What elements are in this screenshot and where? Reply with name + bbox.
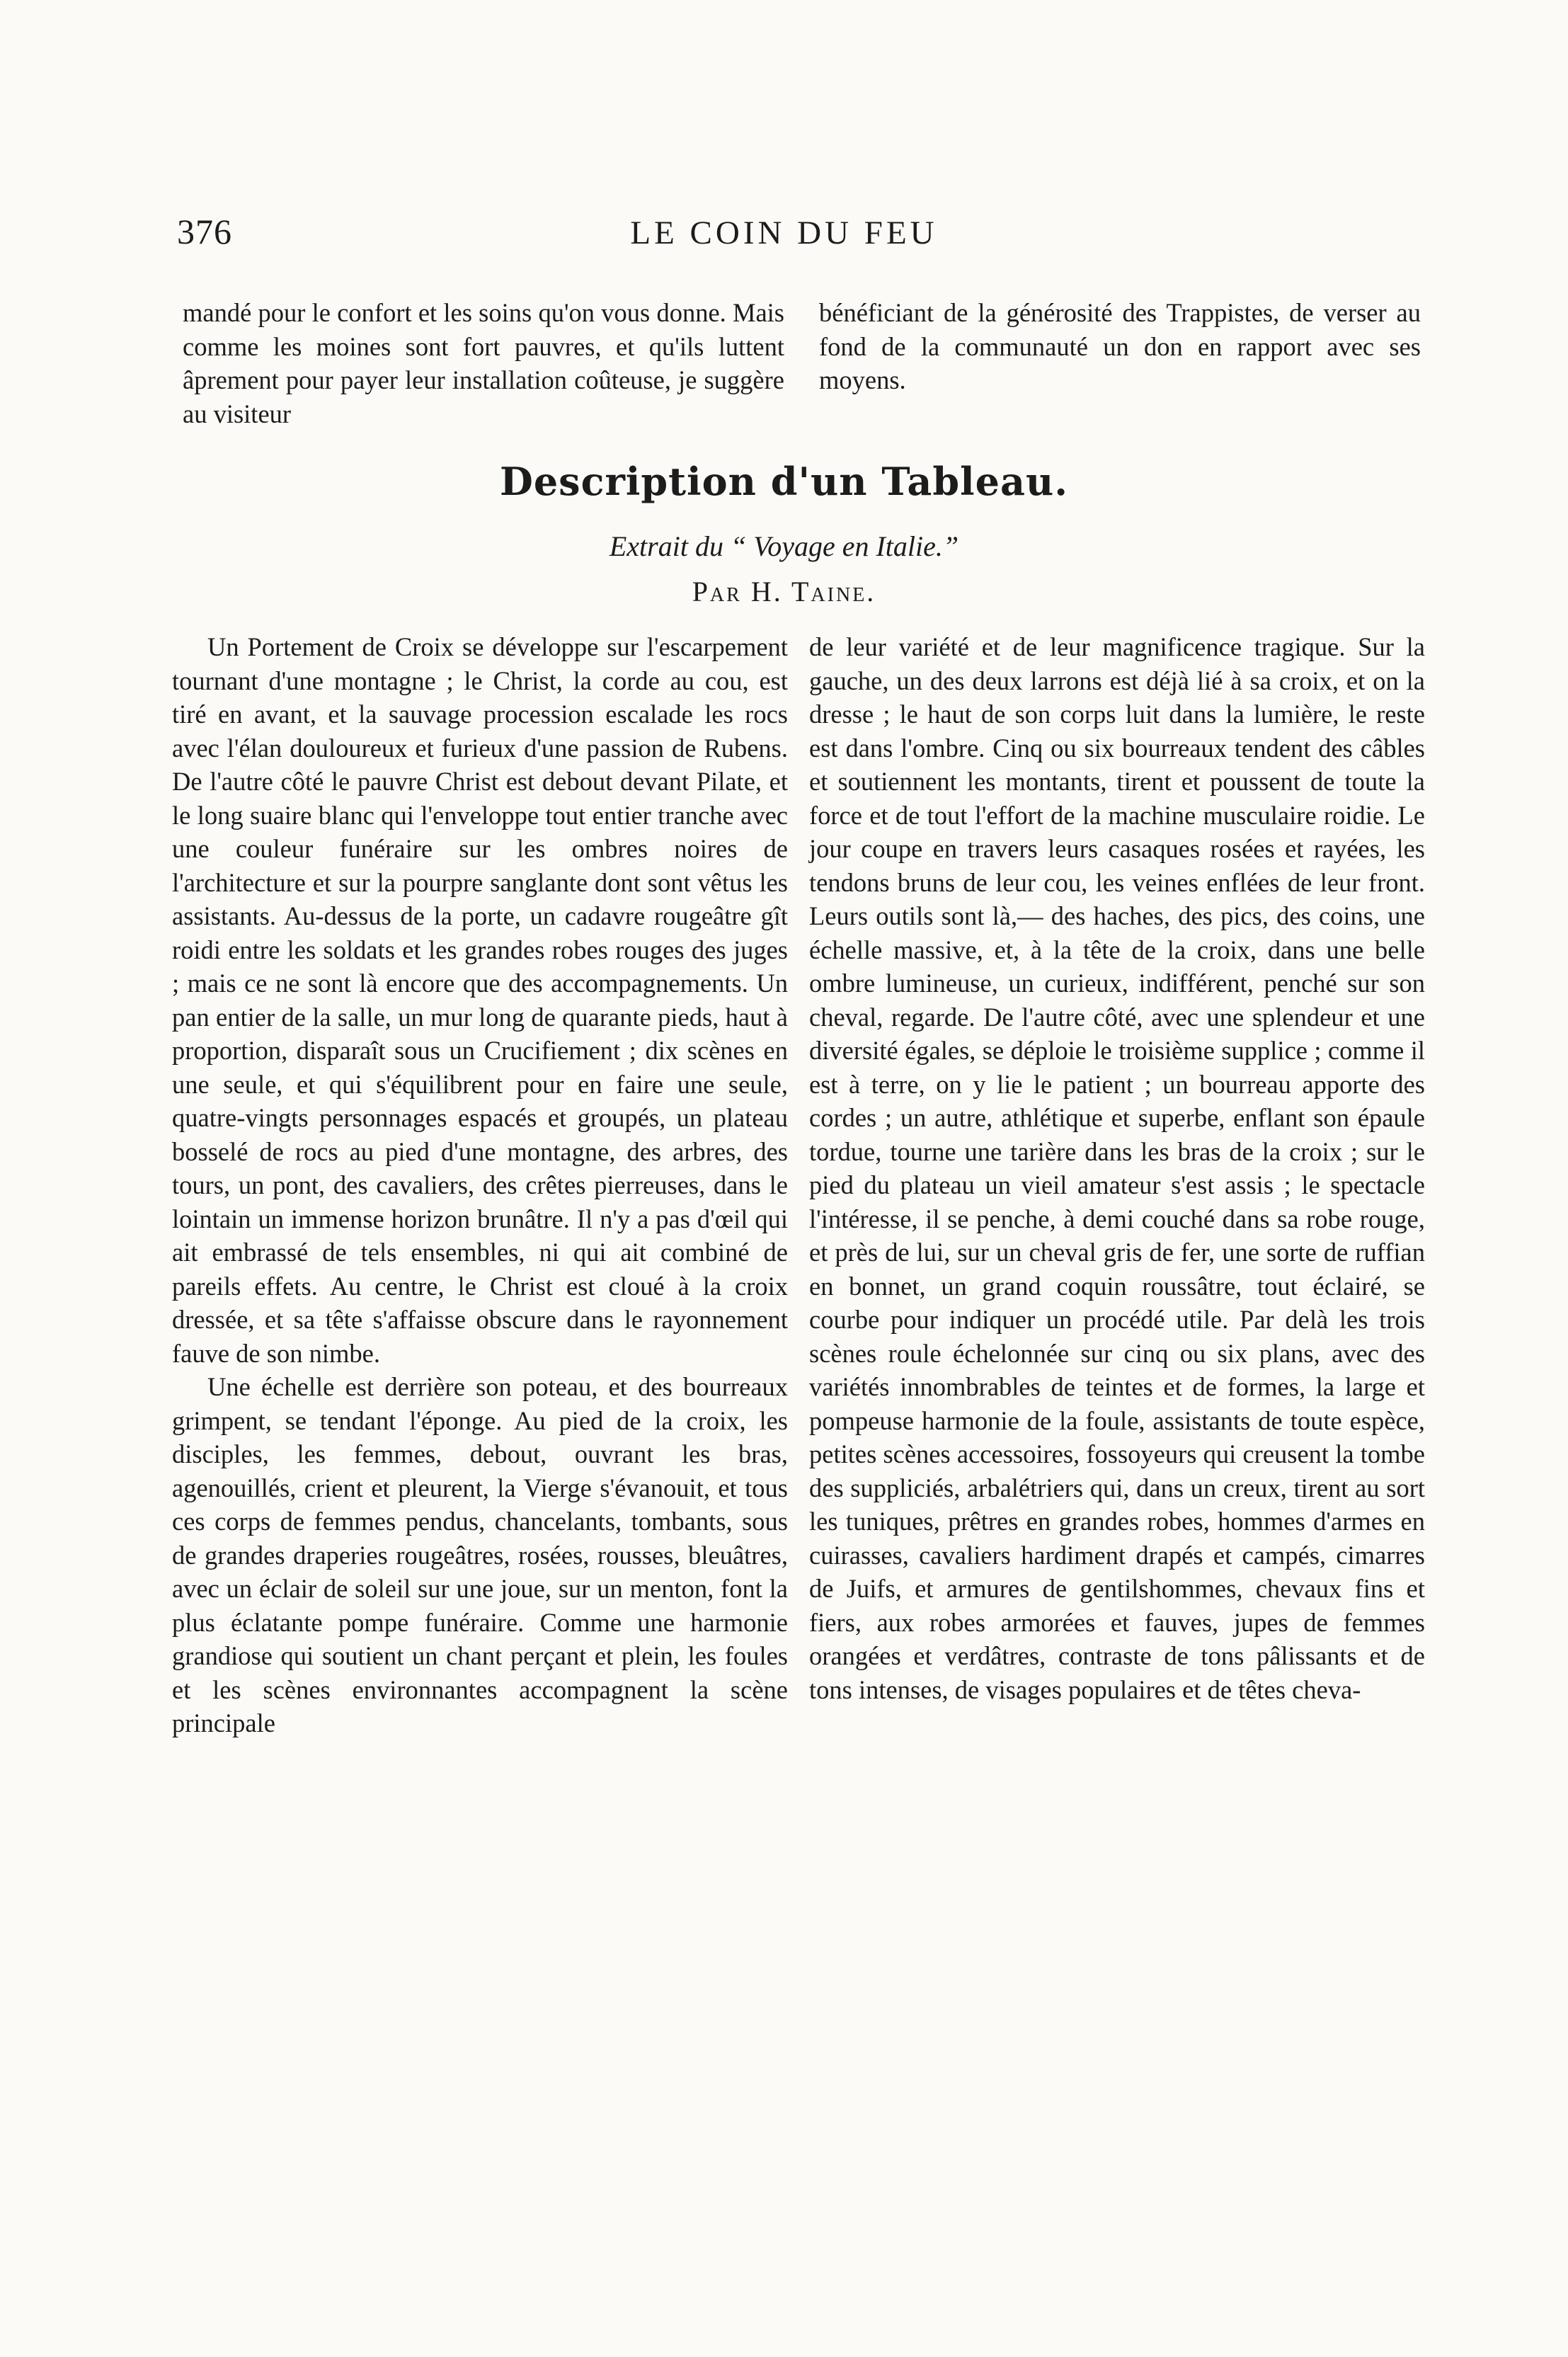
article-right-column (809, 630, 1425, 1706)
page-number: 376 (177, 212, 232, 251)
paragraph: bénéficiant de la générosité des Trappistes, de verser au fond de la communauté un don en rapport avec ses moyens. (819, 298, 1421, 394)
paragraph: Un Portement de Croix se développe sur l'escarpement tournant d'une montagne ; le Christ, la corde au cou, est tiré en avant, et la sauvage procession escalade les rocs avec l'élan douloureux et furieux d'une passion de Rubens. De l'autre côté le pauvre Christ est debout devant Pilate, et le long suaire blanc qui l'enveloppe tout entier tranche avec une couleur funéraire sur les ombres noires de l'architecture et sur la pourpre sanglante dont sont vêtus les assistants. Au-dessus de la porte, un cadavre rougeâtre gît roidi entre les soldats et les grandes robes rouges des juges ; mais ce ne sont là encore que des accompagnements. Un pan entier de la salle, un mur long de quarante pieds, haut à proportion, disparaît sous un Crucifiement ; dix scènes en une seule, et qui s'équilibrent pour en faire une seule, quatre-vingts personnages espacés et groupés, un plateau bosselé de rocs au pied d'une montagne, des arbres, des tours, un pont, des cavaliers, des crêtes pierreuses, dans le lointain un immense horizon brunâtre. Il n'y a pas d'œil qui ait embrassé de tels ensembles, ni qui ait combiné de pareils effets. Au centre, le Christ est cloué à la croix dressée, et sa tête s'affaisse obscure dans le rayonnement fauve de son nimbe. (172, 632, 788, 1368)
article-title: Description d'un Tableau. (499, 459, 1069, 504)
article-subtitle: Extrait du “ Voyage en Italie.” (609, 530, 959, 562)
article-author: Par H. Taine. (692, 576, 876, 607)
running-title: LE COIN DU FEU (630, 215, 938, 251)
paragraph: Une échelle est derrière son poteau, et des bourreaux grimpent, se tendant l'éponge. Au pied de la croix, les disciples, les femmes, debout, ouvrant les bras, agenouillés, crient et pleurent, la Vierge s'évanouit, et tous ces corps de femmes pendus, chancelants, tombants, sous de grandes draperies rougeâtres, rosées, rousses, bleuâtres, avec un éclair de soleil sur une joue, sur un menton, font la plus éclatante pompe funéraire. Comme une harmonie grandiose qui soutient un chant perçant et plein, les foules et les scènes environnantes accompagnent la scène principale (172, 1372, 788, 1737)
paragraph: de leur variété et de leur magnificence tragique. Sur la gauche, un des deux larrons est déjà lié à sa croix, et on la dresse ; le haut de son corps luit dans la lumière, le reste est dans l'ombre. Cinq ou six bourreaux tendent des câbles et soutiennent les montants, tirent et poussent de toute la force et de tout l'effort de la machine musculaire roidie. Le jour coupe en travers leurs casaques rosées et rayées, les tendons bruns de leur cou, les veines enflées de leur front. Leurs outils sont là,— des haches, des pics, des coins, une échelle massive, et, à la tête de la croix, dans une belle ombre lumineuse, un curieux, indifférent, penché sur son cheval, regarde. De l'autre côté, avec une splendeur et une diversité égales, se déploie le troisième supplice ; comme il est à terre, on y lie le patient ; un bourreau apporte des cordes ; un autre, athlétique et superbe, enflant son épaule tordue, tourne une tarière dans les bras de la croix ; sur le pied du plateau un vieil amateur s'est assis ; le spectacle l'intéresse, il se penche, à demi couché dans sa robe rouge, et près de lui, sur un cheval gris de fer, une sorte de ruffian en bonnet, un grand coquin roussâtre, tout éclairé, se courbe pour indiquer un procédé utile. Par delà les trois scènes roule échelonnée sur cinq ou six plans, avec des variétés innombrables de teintes et de formes, la large et pompeuse harmonie de la foule, assistants de toute espèce, petites scènes accessoires, fossoyeurs qui creusent la tombe des suppliciés, arbalétriers qui, dans un creux, tirent au sort les tuniques, prêtres en grandes robes, hommes d'armes en cuirasses, cavaliers hardiment drapés et campés, cimarres de Juifs, et armures de gentilshommes, chevaux fins et fiers, aux robes armorées et fauves, jupes de femmes orangées et verdâtres, contraste de tons pâlissants et de tons intenses, de visages populaires et de têtes cheva- (809, 632, 1425, 1704)
preceding-article-right-column (819, 296, 1421, 397)
paragraph: mandé pour le confort et les soins qu'on vous donne. Mais comme les moines sont fort pauvres, et qu'ils luttent âprement pour payer leur installation coûteuse, je suggère au visiteur (183, 298, 784, 428)
article-left-column (172, 630, 788, 1740)
preceding-article-left-column (183, 296, 784, 430)
